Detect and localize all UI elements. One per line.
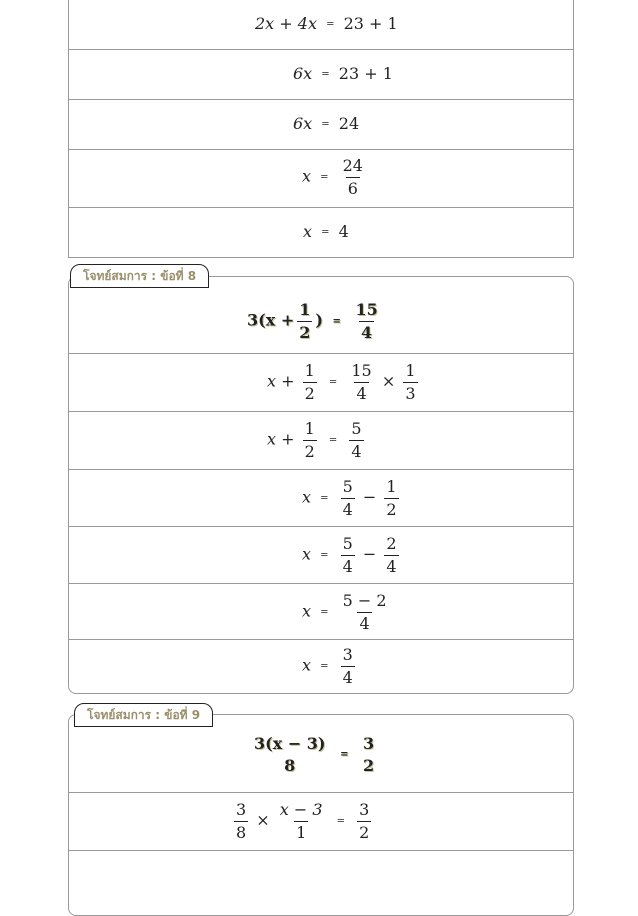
solution-row: $\frac{3}{8}$ × $\frac{x - 3}{1}$ = $\frac{3}{2}$ bbox=[69, 793, 573, 851]
equation-lhs: x bbox=[303, 222, 313, 241]
problem-heading-row: 3(x − 3) 8 = 3 2 bbox=[69, 715, 573, 793]
equation-rhs: 24 bbox=[338, 114, 360, 133]
solution-row: x = 4 bbox=[303, 222, 349, 241]
heading-rhs: $\frac{15}{4}$ bbox=[355, 300, 378, 342]
heading-rhs: 3 2 bbox=[363, 734, 375, 775]
equation-rhs: 23 + 1 bbox=[343, 14, 398, 33]
solution-row: 2x + 4x = 23 + 1 bbox=[69, 0, 573, 50]
solution-row: x = $\frac{3}{4}$ bbox=[302, 645, 353, 687]
solution-row: x = $\frac{24}{6}$ bbox=[69, 150, 573, 208]
solution-row: 6x = 23 + 1 bbox=[69, 50, 573, 100]
equation-rhs: 23 + 1 bbox=[338, 64, 393, 83]
problem-card-8 bbox=[68, 276, 574, 694]
problem-tab-9: โจทย์สมการ : ข้อที่ 9 bbox=[74, 703, 213, 727]
solution-row: x = $\frac{5 - 2}{4}$ bbox=[69, 584, 573, 640]
equation-lhs: 6x bbox=[293, 114, 313, 133]
equation-rhs: 4 bbox=[338, 222, 349, 241]
solution-block-7 bbox=[68, 0, 574, 258]
problem-card-9 bbox=[68, 714, 574, 916]
heading-lhs: 3(x − 3) 8 bbox=[254, 734, 326, 775]
solution-row: x + $\frac{1}{2}$ = $\frac{5}{4}$ bbox=[69, 412, 573, 470]
solution-row: 6x = 24 bbox=[69, 100, 573, 150]
problem-heading-row: 3(x + $\frac{1}{2}$ ) = $\frac{15}{4}$ bbox=[69, 277, 573, 354]
solution-row: x + $\frac{1}{2}$ = $\frac{15}{4}$ × $\frac{1}{3}$ bbox=[69, 354, 573, 412]
equation-lhs: 6x bbox=[293, 64, 313, 83]
problem-tab-8: โจทย์สมการ : ข้อที่ 8 bbox=[70, 264, 209, 288]
equation-lhs: x bbox=[302, 166, 312, 186]
solution-row: x = $\frac{5}{4}$ − $\frac{2}{4}$ bbox=[69, 527, 573, 584]
solution-row: x = $\frac{5}{4}$ − $\frac{1}{2}$ bbox=[69, 470, 573, 527]
fraction: $\frac{24}{6}$ bbox=[342, 156, 363, 198]
heading-lhs: 3(x + bbox=[247, 310, 295, 330]
equation-lhs: 2x + 4x bbox=[255, 14, 317, 33]
